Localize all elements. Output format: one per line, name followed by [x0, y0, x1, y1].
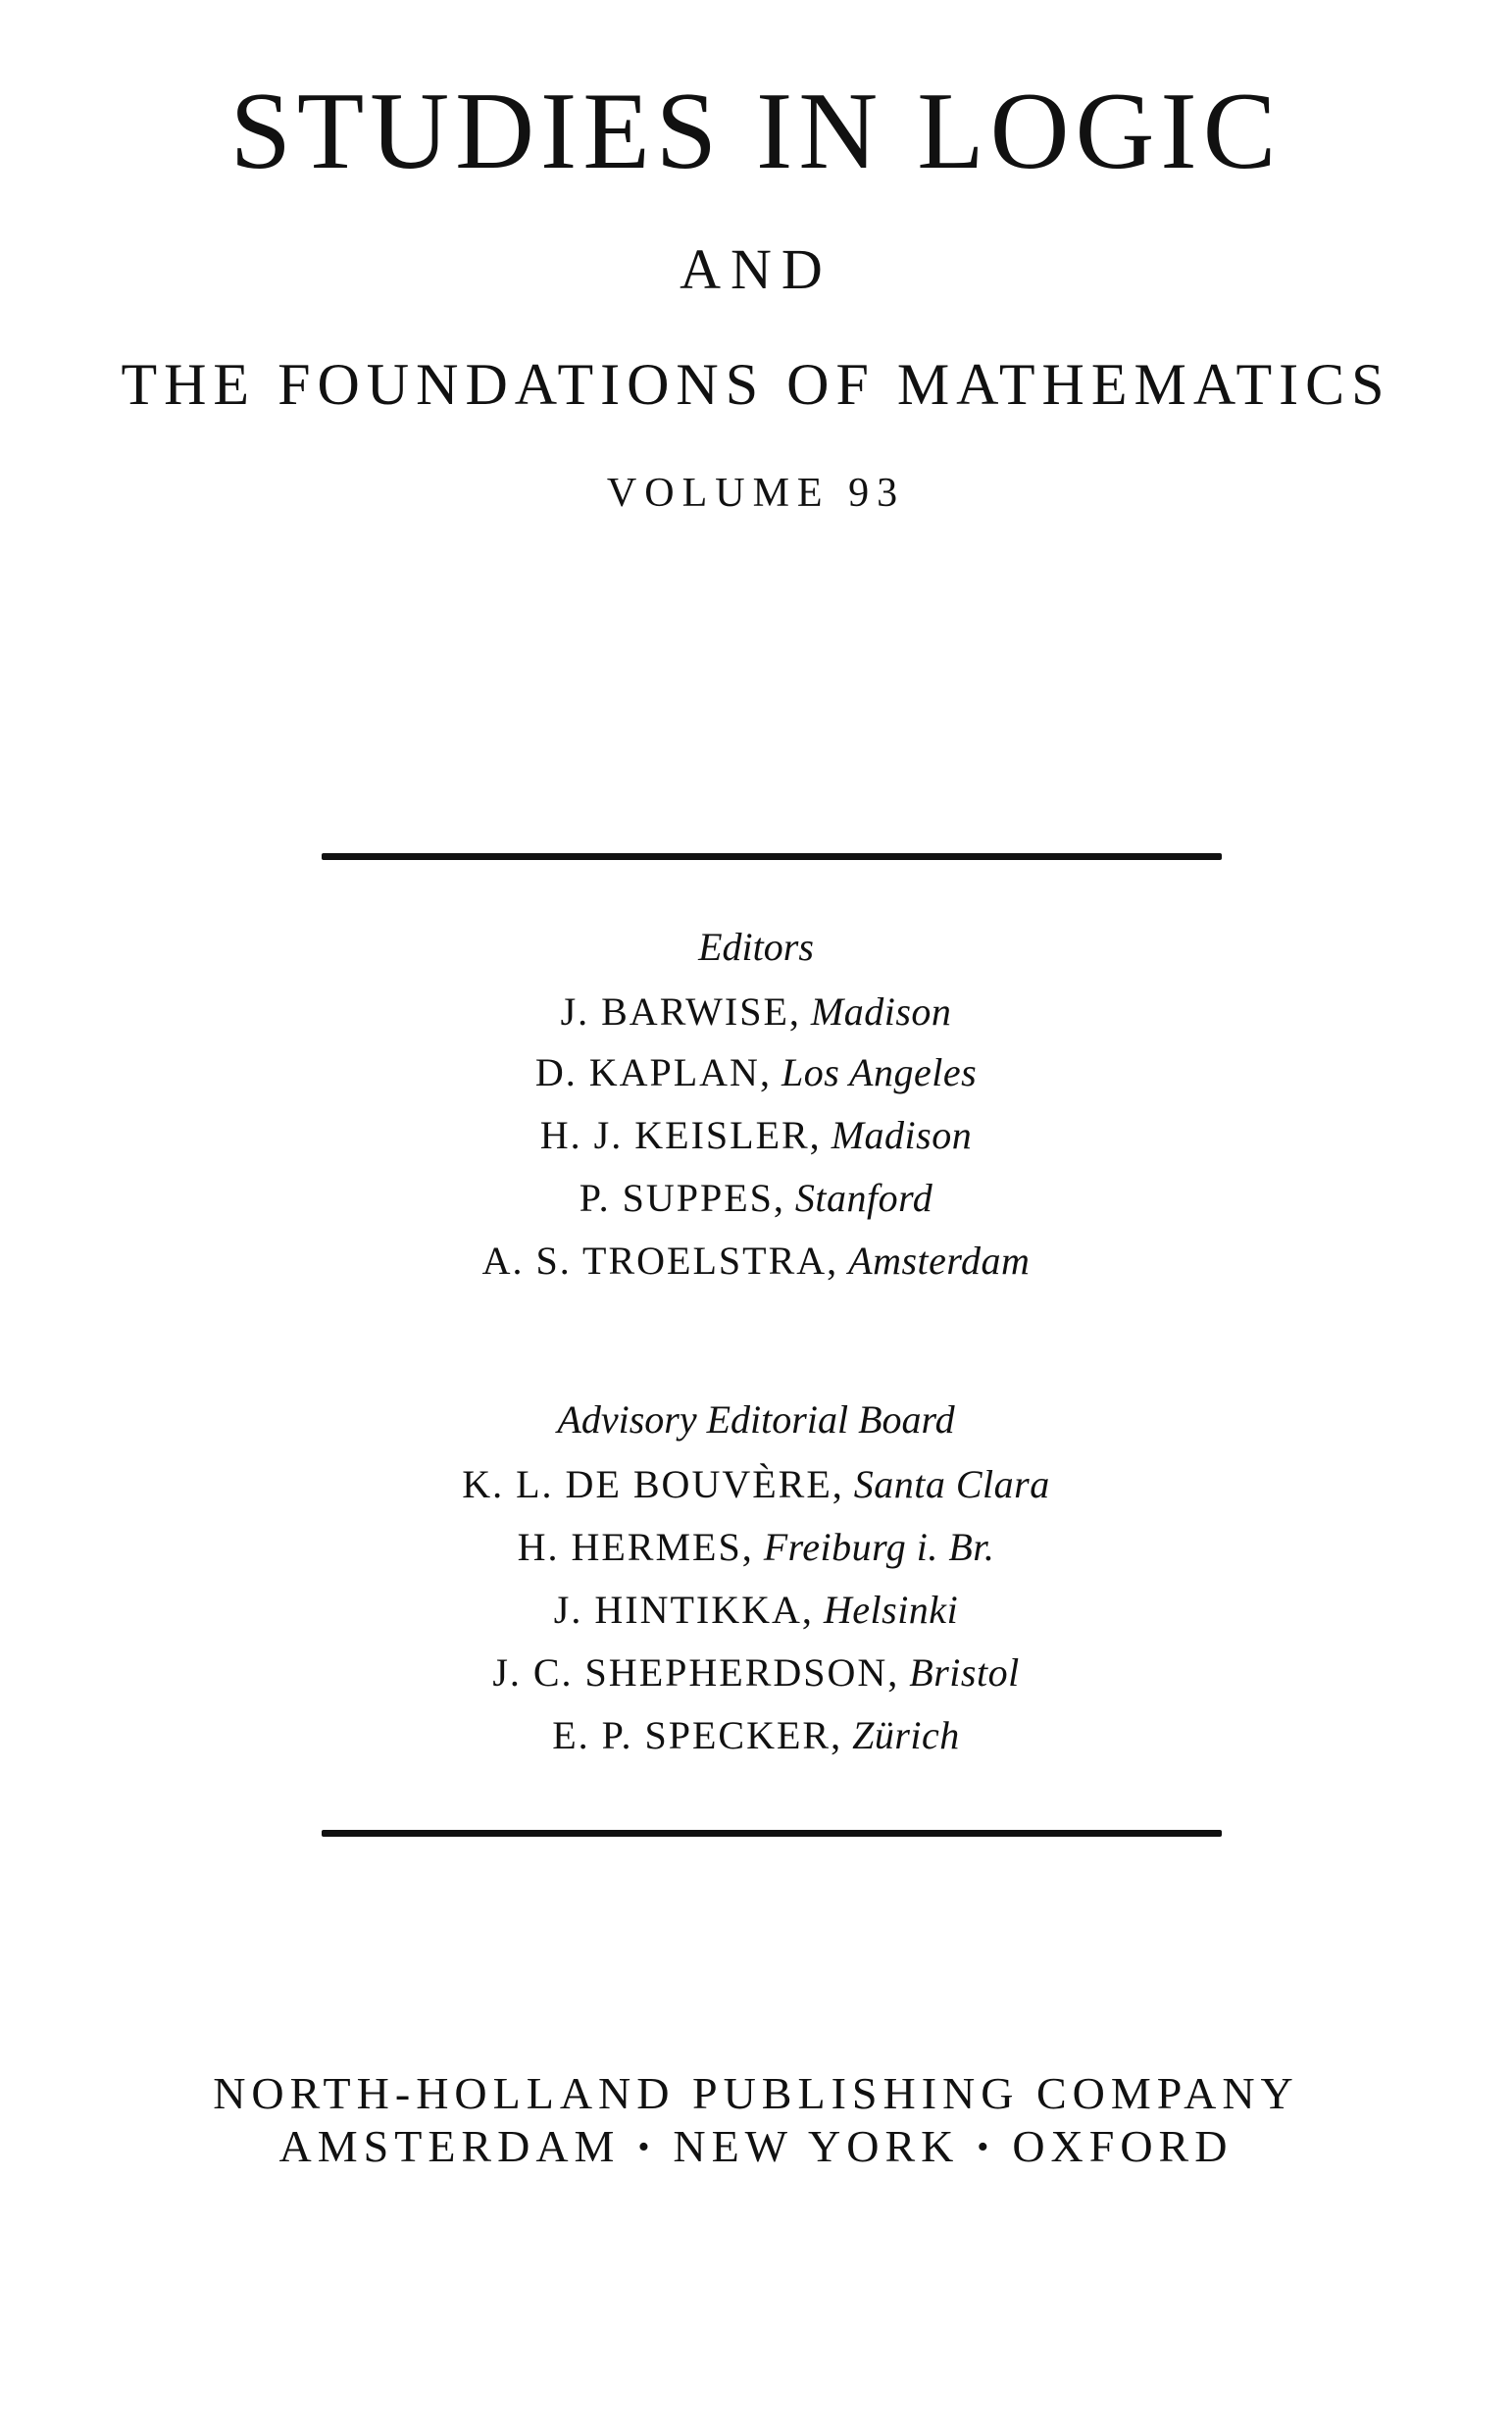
editor-name: H. J. KEISLER,: [539, 1113, 822, 1157]
advisory-board-heading: Advisory Editorial Board: [557, 1397, 955, 1442]
editor-name: A. S. TROELSTRA,: [481, 1239, 839, 1283]
advisor-entry: [0, 1650, 1512, 1695]
volume-number: VOLUME 93: [606, 471, 906, 516]
editor-place: Madison: [810, 989, 952, 1034]
advisor-name: J. HINTIKKA,: [553, 1588, 814, 1632]
publisher-cities: [0, 2121, 1512, 2171]
bottom-rule-divider: [322, 1830, 1222, 1837]
advisor-name: K. L. DE BOUVÈRE,: [462, 1462, 844, 1506]
editor-entry: [0, 1176, 1512, 1220]
editor-entry: [0, 1113, 1512, 1157]
editor-place: Stanford: [794, 1176, 933, 1220]
publisher-city: OXFORD: [1012, 2121, 1234, 2171]
advisor-entry: [0, 1462, 1512, 1506]
editor-name: D. KAPLAN,: [534, 1050, 772, 1094]
editor-name: P. SUPPES,: [579, 1176, 785, 1220]
publisher-city: NEW YORK: [673, 2121, 960, 2171]
advisor-place: Santa Clara: [853, 1462, 1050, 1506]
editor-entry: [0, 1050, 1512, 1094]
editor-place: Los Angeles: [781, 1050, 978, 1094]
advisor-name: J. C. SHEPHERDSON,: [492, 1650, 900, 1695]
advisor-name: H. HERMES,: [517, 1525, 754, 1569]
top-rule-divider: [322, 853, 1222, 860]
editor-place: Madison: [831, 1113, 973, 1157]
bullet-separator: •: [977, 2129, 995, 2165]
series-conjunction: AND: [680, 237, 832, 301]
advisor-place: Zürich: [852, 1713, 960, 1757]
advisor-entry: [0, 1525, 1512, 1569]
advisor-name: E. P. SPECKER,: [552, 1713, 843, 1757]
bullet-separator: •: [637, 2129, 656, 2165]
advisor-place: Helsinki: [823, 1588, 959, 1632]
publisher-name: NORTH-HOLLAND PUBLISHING COMPANY: [213, 2068, 1299, 2118]
advisor-place: Freiburg i. Br.: [763, 1525, 995, 1569]
editor-entry: [0, 989, 1512, 1034]
series-subtitle: THE FOUNDATIONS OF MATHEMATICS: [121, 352, 1391, 417]
editors-heading: Editors: [698, 925, 814, 969]
series-title: STUDIES IN LOGIC: [229, 71, 1283, 192]
editor-entry: [0, 1241, 1512, 1281]
editor-name: J. BARWISE,: [560, 989, 801, 1034]
publisher-city: AMSTERDAM: [278, 2121, 621, 2171]
advisor-place: Bristol: [909, 1650, 1020, 1695]
editor-place: Amsterdam: [848, 1239, 1031, 1283]
advisor-entry: [0, 1713, 1512, 1757]
advisor-entry: [0, 1588, 1512, 1632]
